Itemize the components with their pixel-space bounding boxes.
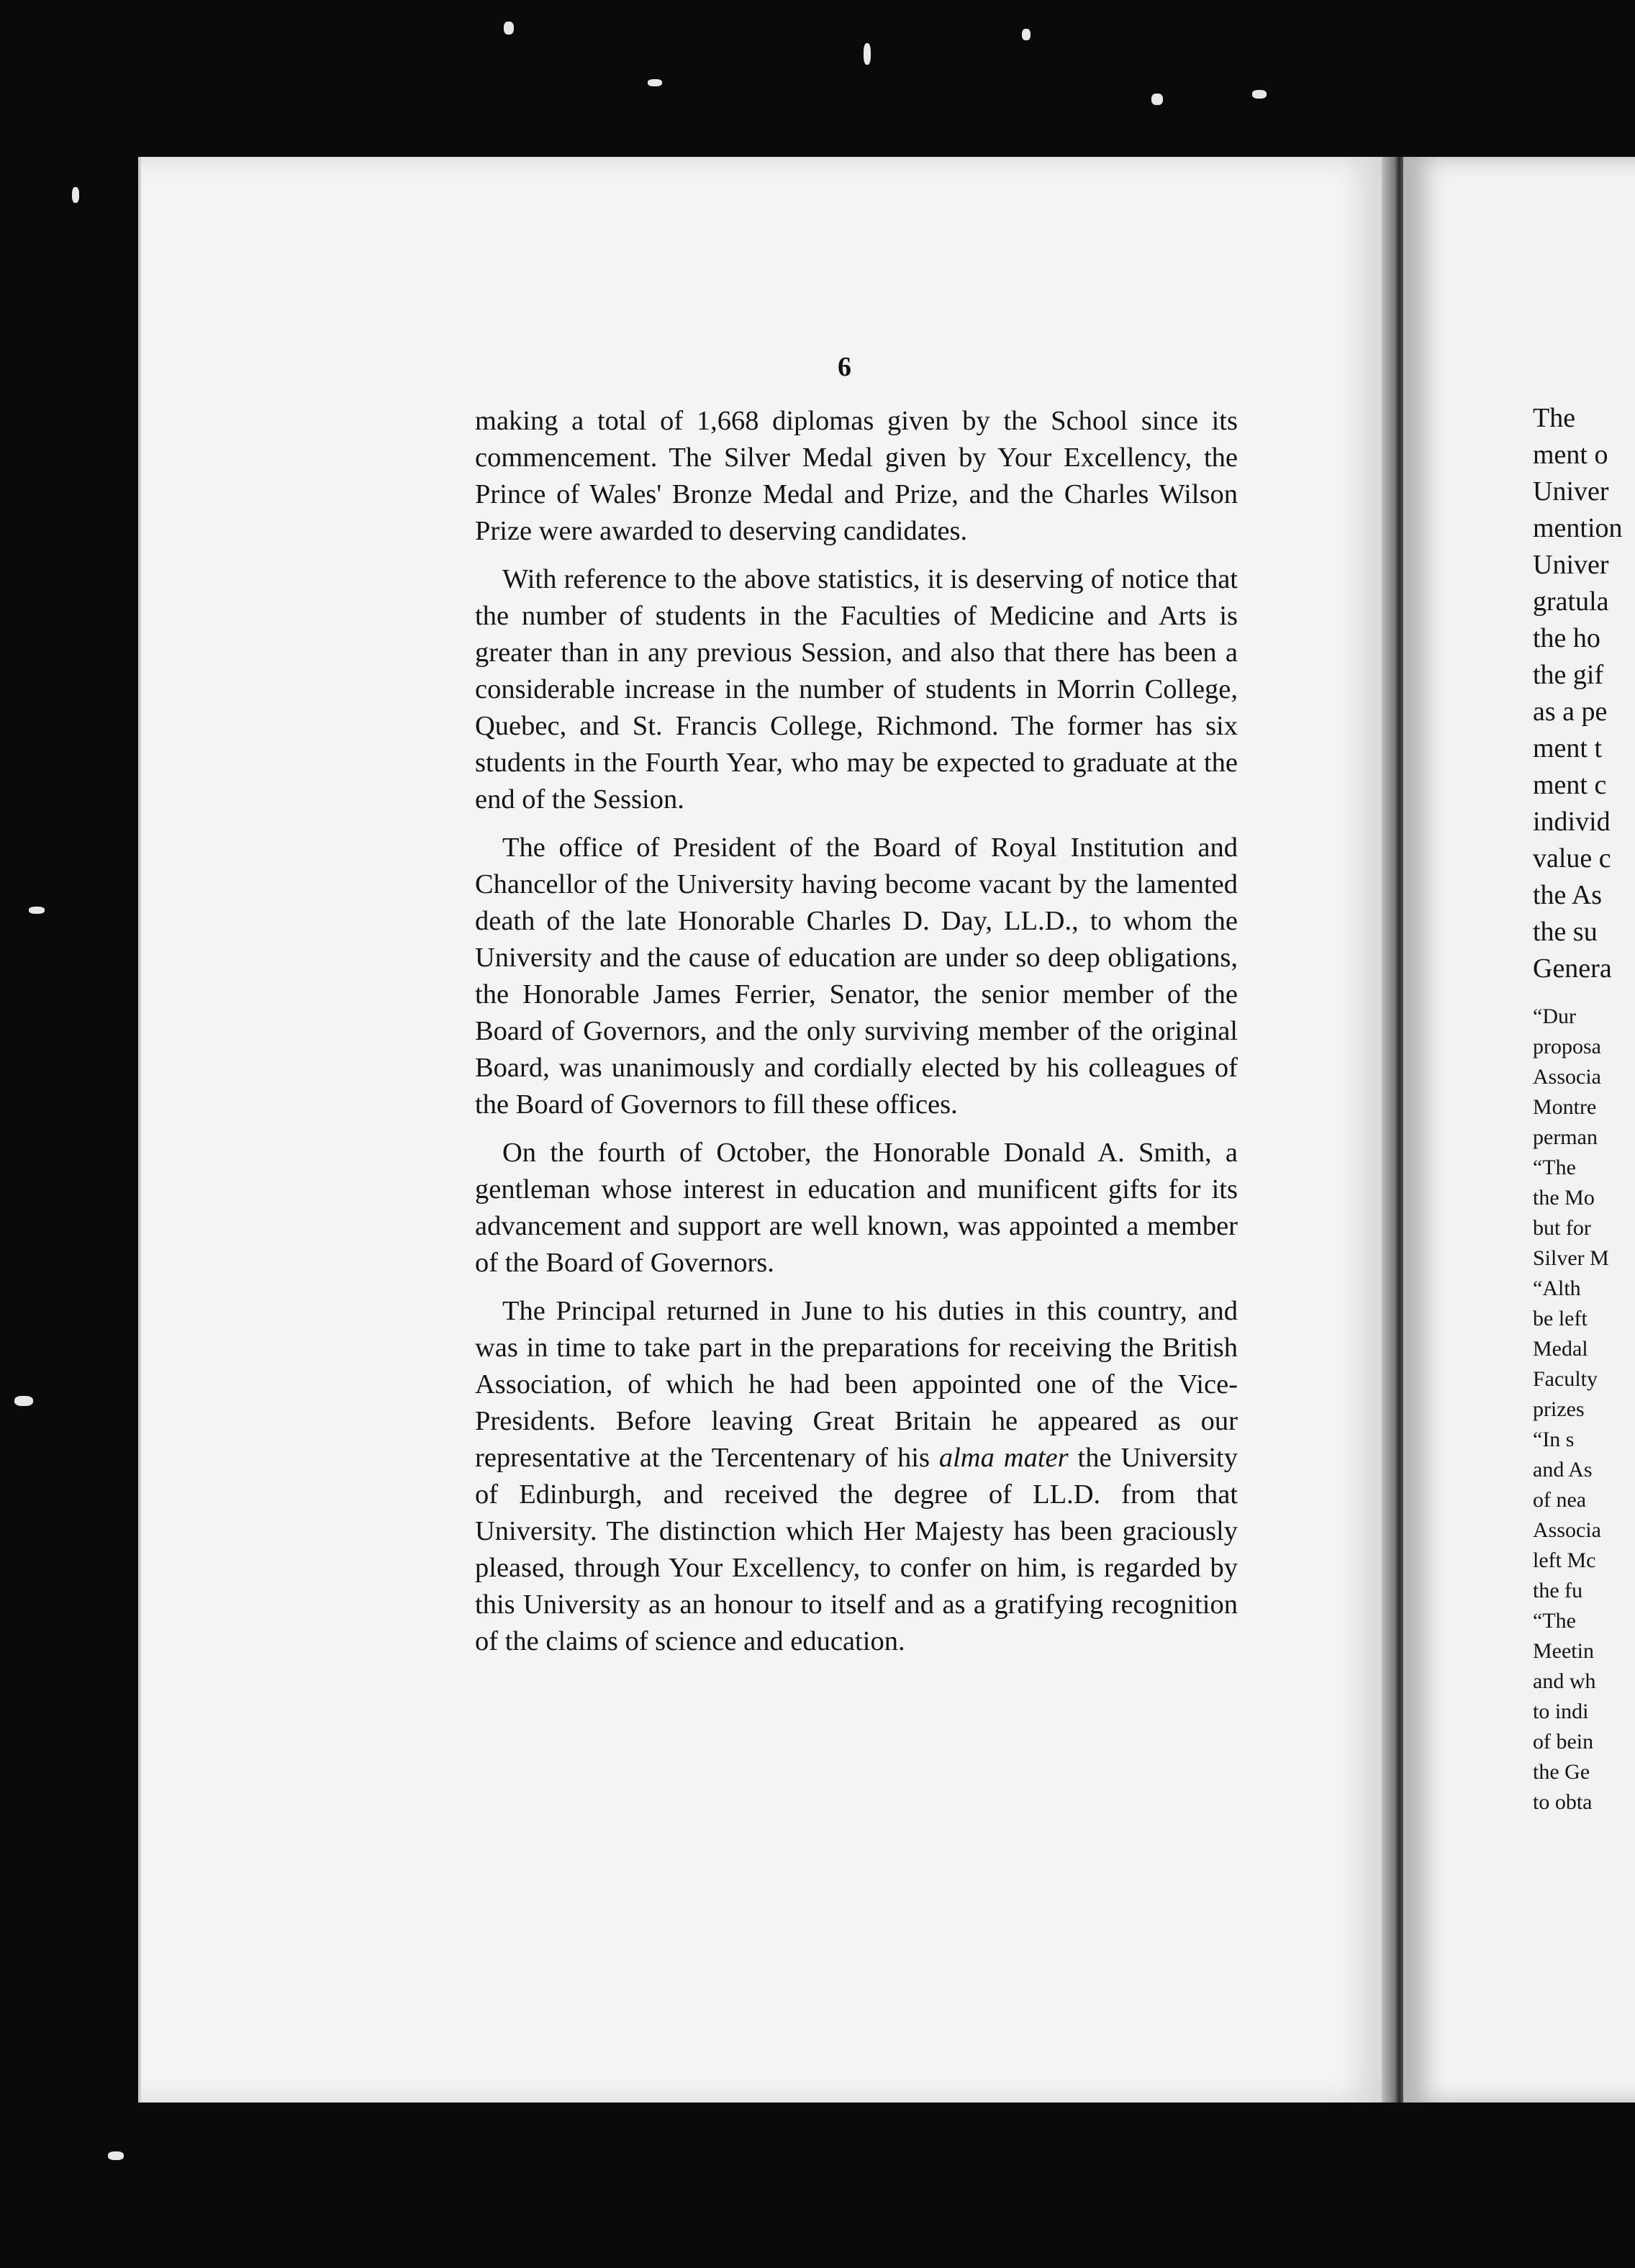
right-line-small: of bein [1533,1730,1594,1754]
right-line: the As [1533,880,1603,910]
paragraph-text: The Principal returned in June to his duties in this country, and was in time to take part in the preparations for receiving the British Association, of which he had been appointed one of the Vice-Presidents. Before leaving Great Britain he appeared as our representative at the Tercentenary of his [475,1296,1238,1473]
right-line-small: Associa [1533,1065,1601,1089]
right-line-small: perman [1533,1125,1598,1149]
right-line-small: “Dur [1533,1004,1576,1028]
right-line-small: the Mo [1533,1186,1595,1210]
right-line-small: Montre [1533,1095,1597,1119]
right-line-small: proposa [1533,1035,1601,1058]
right-line: Genera [1533,953,1612,984]
right-line-small: the Ge [1533,1760,1590,1784]
scan-speck [14,1396,33,1406]
right-line: ment t [1533,733,1603,763]
paragraph: On the fourth of October, the Honorable Donald A. Smith, a gentleman whose interest in education and munificent gifts for its advancement and support are well known, was appointed a member of the Board of Governors. [475,1138,1238,1278]
scan-speck [72,187,79,203]
right-line-small: “The [1533,1609,1576,1633]
right-line-small: Faculty [1533,1367,1598,1391]
right-line-small: Associa [1533,1518,1601,1542]
right-line: individ [1533,807,1611,837]
paragraph: making a total of 1,668 diplomas given by the School since its commencement. The Silver Medal given by Your Excellency, the Prince of Wales' Bronze Medal and Prize, and the Charles Wilson Prize were awarded to deserving candidates. [475,406,1238,546]
page-number: 6 [838,352,851,382]
right-line: Univer [1533,550,1609,580]
right-line: gratula [1533,586,1609,617]
scan-speck [864,43,871,65]
italic-phrase: alma mater [938,1443,1069,1473]
right-line-small: prizes [1533,1397,1585,1421]
right-line-small: but for [1533,1216,1591,1240]
right-line-small: to obta [1533,1790,1593,1814]
right-line: the su [1533,917,1598,947]
right-line-small: Meetin [1533,1639,1594,1663]
right-line: value c [1533,843,1611,874]
right-line-small: of nea [1533,1488,1587,1512]
right-line: mention [1533,513,1623,543]
right-line: the ho [1533,623,1600,653]
right-line: Univer [1533,476,1609,507]
paragraph: With reference to the above statistics, it is deserving of notice that the number of students in the Faculties of Medicine and Arts is greater than in any previous Session, and also that there has been a considerable increase in the number of students in Morrin College, Quebec, and St. Francis College, Richmond. The former has six students in the Fourth Year, who may be expected to graduate at the end of the Session. [475,564,1238,815]
right-page-column [1533,400,1635,1818]
scan-speck [1151,94,1163,105]
right-line-small: left Mc [1533,1548,1596,1572]
right-line-small: Medal [1533,1337,1588,1361]
right-line-small: to indi [1533,1700,1589,1723]
scan-speck [648,79,662,86]
scan-speck [108,2151,124,2160]
paragraph-text: the University of Edinburgh, and received the degree of LL.D. from that University. The distinction which Her Majesty has been graciously pleased, through Your Excellency, to confer on him, is regarded by this University as an honour to itself and as a gratifying recognition of the claims of science and education. [475,1443,1238,1656]
right-line: the gif [1533,660,1604,690]
right-line-small: “The [1533,1156,1576,1179]
scan-speck [504,22,514,35]
scan-speck [1022,29,1031,40]
right-line-small: Silver M [1533,1246,1609,1270]
right-line: The [1533,403,1576,433]
right-line-small: be left [1533,1307,1588,1330]
right-line: as a pe [1533,697,1608,727]
body-text [475,403,1238,1671]
right-line-small: the fu [1533,1579,1583,1602]
right-line: ment o [1533,440,1608,470]
paragraph: The office of President of the Board of Royal Institution and Chancellor of the University having become vacant by the lamented death of the late Honorable Charles D. Day, LL.D., to whom the University and the cause of education are under so deep obligations, the Honorable James Ferrier, Senator, the senior member of the Board of Governors, and the only surviving member of the original Board, was unanimously and cordially elected by his colleagues of the Board of Governors to fill these offices. [475,833,1238,1120]
scan-speck [1252,90,1267,99]
scan-speck [29,907,45,914]
paragraph [475,1293,1238,1660]
right-line-small: “Alth [1533,1276,1581,1300]
right-line: ment c [1533,770,1607,800]
right-line-small: and As [1533,1458,1593,1482]
right-line-small: and wh [1533,1669,1596,1693]
right-line-small: “In s [1533,1428,1575,1451]
